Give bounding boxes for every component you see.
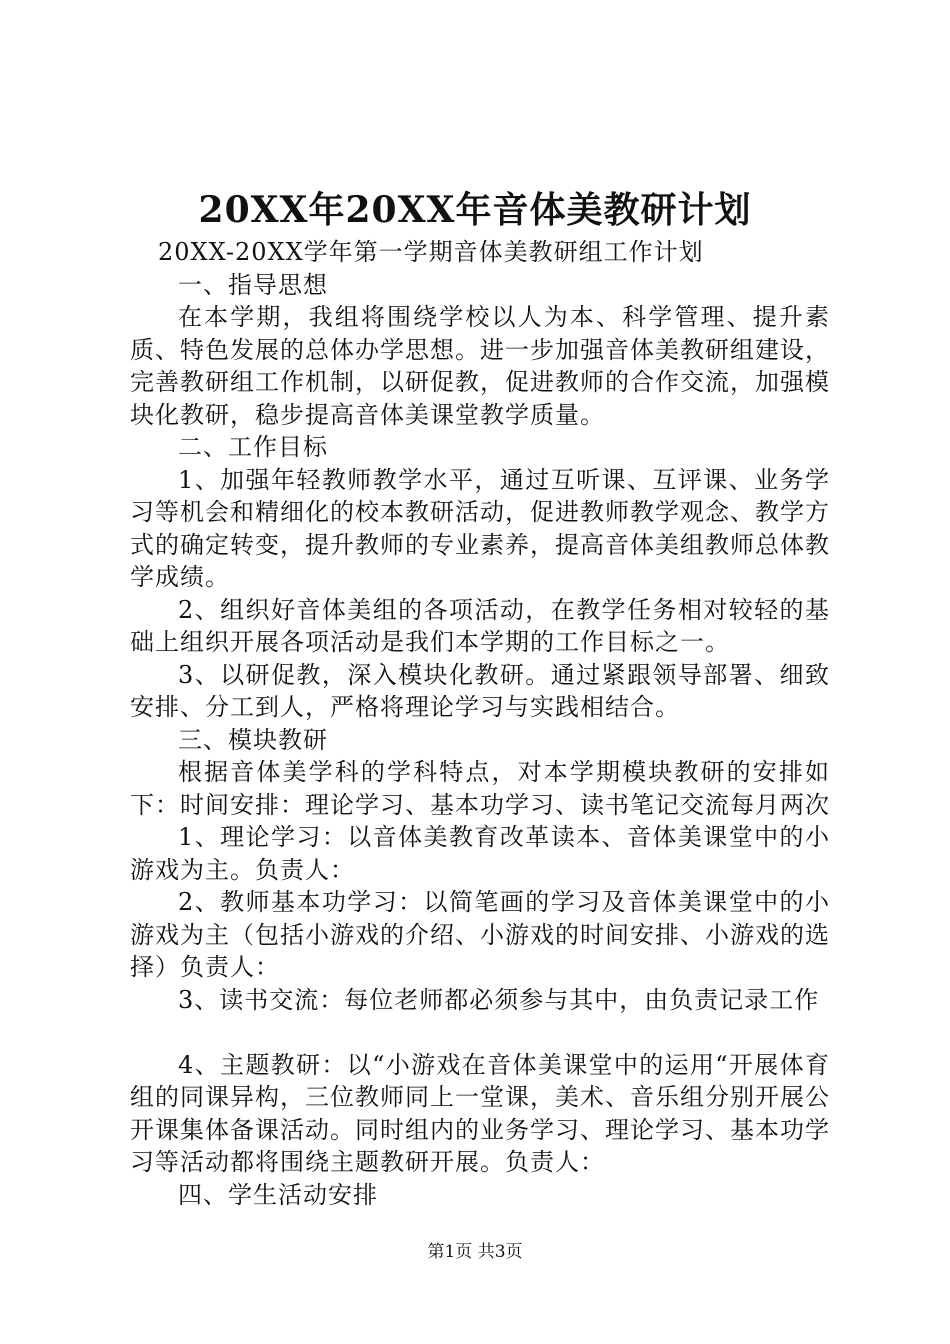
paragraph-module-3: 3、读书交流：每位老师都必须参与其中，由负责记录工作 xyxy=(178,985,820,1014)
page-number-footer: 第1页 共3页 xyxy=(427,1242,523,1262)
section-heading-work-goals: 二、工作目标 xyxy=(178,433,328,461)
section-heading-module-research: 三、模块教研 xyxy=(178,725,328,754)
document-body xyxy=(130,236,830,1211)
paragraph-goal-1: 1、加强年轻教师教学水平，通过互听课、互评课、业务学习等机会和精细化的校本教研活动，促进教师教学观念、教学方式的确定转变，提升教师的专业素养，提高音体美组教师总体教学成绩。 xyxy=(130,465,830,591)
paragraph-guiding-thought: 在本学期，我组将围绕学校以人为本、科学管理、提升素质、特色发展的总体办学思想。进一步加强音体美教研组建设，完善教研组工作机制，以研促教，促进教师的合作交流，加强模块化教研，稳步提高音体美课堂教学质量。 xyxy=(130,303,830,429)
section-heading-guiding-thought: 一、指导思想 xyxy=(178,270,328,299)
paragraph-module-4: 4、主题教研：以“小游戏在音体美课堂中的运用“开展体育组的同课异构，三位教师同上一堂课，美术、音乐组分别开展公开课集体备课活动。同时组内的业务学习、理论学习、基本功学习等活动都将围绕主题教研开展。负责人： xyxy=(130,1050,830,1176)
paragraph-module-2: 2、教师基本功学习：以简笔画的学习及音体美课堂中的小游戏为主（包括小游戏的介绍、小游戏的时间安排、小游戏的选择）负责人： xyxy=(130,888,830,981)
paragraph-goal-2: 2、组织好音体美组的各项活动，在教学任务相对较轻的基础上组织开展各项活动是我们本学期的工作目标之一。 xyxy=(130,595,830,656)
document-title: 20XX年20XX年音体美教研计划 xyxy=(198,189,752,231)
paragraph-module-1: 1、理论学习：以音体美教育改革读本、音体美课堂中的小游戏为主。负责人： xyxy=(130,823,830,884)
section-heading-student-activities: 四、学生活动安排 xyxy=(178,1180,378,1209)
paragraph-goal-3: 3、以研促教，深入模块化教研。通过紧跟领导部署、细致安排、分工到人，严格将理论学习与实践相结合。 xyxy=(130,660,830,721)
paragraph-module-intro: 根据音体美学科的学科特点，对本学期模块教研的安排如下：时间安排：理论学习、基本功学习、读书笔记交流每月两次 xyxy=(130,758,830,819)
document-subtitle: 20XX-20XX学年第一学期音体美教研组工作计划 xyxy=(158,238,704,266)
